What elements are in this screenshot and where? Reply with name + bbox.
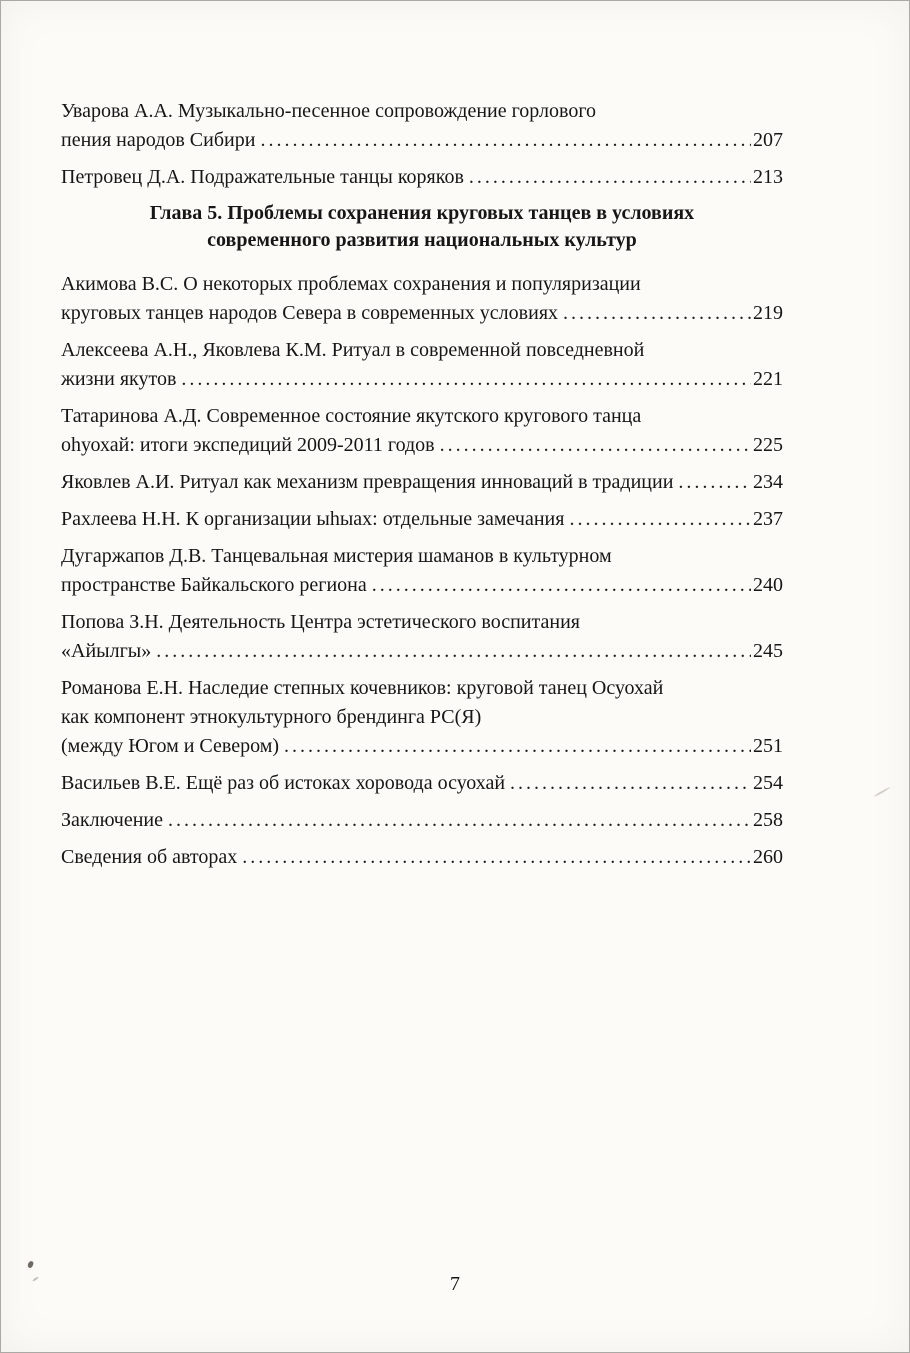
toc-entry [61, 674, 783, 761]
toc-entry-text: «Айылгы» [61, 640, 152, 662]
dot-leader [510, 769, 751, 798]
toc-entry-line: Дугаржапов Д.В. Танцевальная мистерия шаманов в культурном [61, 545, 612, 567]
toc-entry-text: круговых танцев народов Севера в современных условиях [61, 302, 559, 324]
toc-entry-last-line [61, 806, 783, 835]
toc-entry-line: Алексеева А.Н., Яковлева К.М. Ритуал в современной повседневной [61, 339, 645, 361]
toc-page-number: 254 [753, 772, 783, 794]
dot-leader [242, 843, 751, 872]
toc-page-number: 260 [753, 846, 783, 868]
toc-page-number: 221 [753, 368, 783, 390]
chapter-heading [61, 200, 783, 254]
toc-entry-line: Попова З.Н. Деятельность Центра эстетического воспитания [61, 611, 580, 633]
toc-page-number: 245 [753, 640, 783, 662]
toc-page-number: 240 [753, 574, 783, 596]
toc-entry-line: как компонент этнокультурного брендинга РС(Я) [61, 706, 482, 728]
toc-page-number: 258 [753, 809, 783, 831]
dot-leader [156, 637, 751, 666]
toc-entry-text: пространстве Байкальского региона [61, 574, 367, 596]
toc-entry-text: жизни якутов [61, 368, 177, 390]
toc-entry-line: Татаринова А.Д. Современное состояние якутского кругового танца [61, 405, 642, 427]
toc-page-number: 251 [753, 735, 783, 757]
toc-entry-text: Рахлеева Н.Н. К организации ыһыах: отдельные замечания [61, 508, 565, 530]
toc-entry-last-line [61, 843, 783, 872]
dot-leader [469, 163, 751, 192]
toc-entry-last-line [61, 126, 783, 155]
dot-leader [440, 431, 751, 460]
toc-entry-text: (между Югом и Севером) [61, 735, 280, 757]
toc-entry-text: Сведения об авторах [61, 846, 238, 868]
toc-entry [61, 542, 783, 600]
dot-leader [260, 126, 751, 155]
toc-entry-line: Романова Е.Н. Наследие степных кочевников: круговой танец Осуохай [61, 677, 664, 699]
toc-entry [61, 806, 783, 835]
toc-entry-last-line [61, 732, 783, 761]
toc-entry-text: пения народов Сибири [61, 129, 256, 151]
toc-page-number: 213 [753, 166, 783, 188]
scan-speck [27, 1260, 34, 1268]
dot-leader [563, 299, 751, 328]
toc-entry [61, 97, 783, 155]
toc-entry-last-line [61, 163, 783, 192]
toc-entry-last-line [61, 637, 783, 666]
toc-entry-line: Акимова В.С. О некоторых проблемах сохранения и популяризации [61, 273, 641, 295]
toc-entry-text: оһуохай: итоги экспедиций 2009-2011 годов [61, 434, 435, 456]
toc-entry-last-line [61, 505, 783, 534]
toc-page-number: 219 [753, 302, 783, 324]
toc-entry [61, 608, 783, 666]
dot-leader [168, 806, 751, 835]
toc-entry-last-line [61, 431, 783, 460]
toc-entry [61, 402, 783, 460]
toc-entry-text: Яковлев А.И. Ритуал как механизм превращения инноваций в традиции [61, 471, 674, 493]
toc-entry-last-line [61, 365, 783, 394]
page-number: 7 [450, 1273, 460, 1295]
toc-entry-last-line [61, 571, 783, 600]
toc-page-number: 225 [753, 434, 783, 456]
toc-entry-text: Васильев В.Е. Ещё раз об истоках хоровода осуохай [61, 772, 506, 794]
toc-entry [61, 270, 783, 328]
dot-leader [181, 365, 751, 394]
toc-entry [61, 505, 783, 534]
toc-page-number: 234 [753, 471, 783, 493]
toc-entry [61, 769, 783, 798]
dot-leader [372, 571, 751, 600]
dot-leader [678, 468, 751, 497]
dot-leader [284, 732, 751, 761]
dot-leader [569, 505, 751, 534]
toc-page-number: 237 [753, 508, 783, 530]
toc-entry-last-line [61, 299, 783, 328]
toc-entry-line: Уварова А.А. Музыкально-песенное сопровождение горлового [61, 100, 597, 122]
toc-entry [61, 468, 783, 497]
chapter-heading-line-2: современного развития национальных культур [207, 229, 637, 251]
chapter-heading-line-1: Глава 5. Проблемы сохранения круговых танцев в условиях [149, 202, 695, 224]
toc-entry-text: Заключение [61, 809, 163, 831]
toc-page-number: 207 [753, 129, 783, 151]
toc-entry [61, 843, 783, 872]
table-of-contents [1, 1, 909, 872]
toc-entry [61, 336, 783, 394]
toc-entry-last-line [61, 769, 783, 798]
toc-entry-last-line [61, 468, 783, 497]
toc-entry-text: Петровец Д.А. Подражательные танцы коряков [61, 166, 464, 188]
toc-entry [61, 163, 783, 192]
